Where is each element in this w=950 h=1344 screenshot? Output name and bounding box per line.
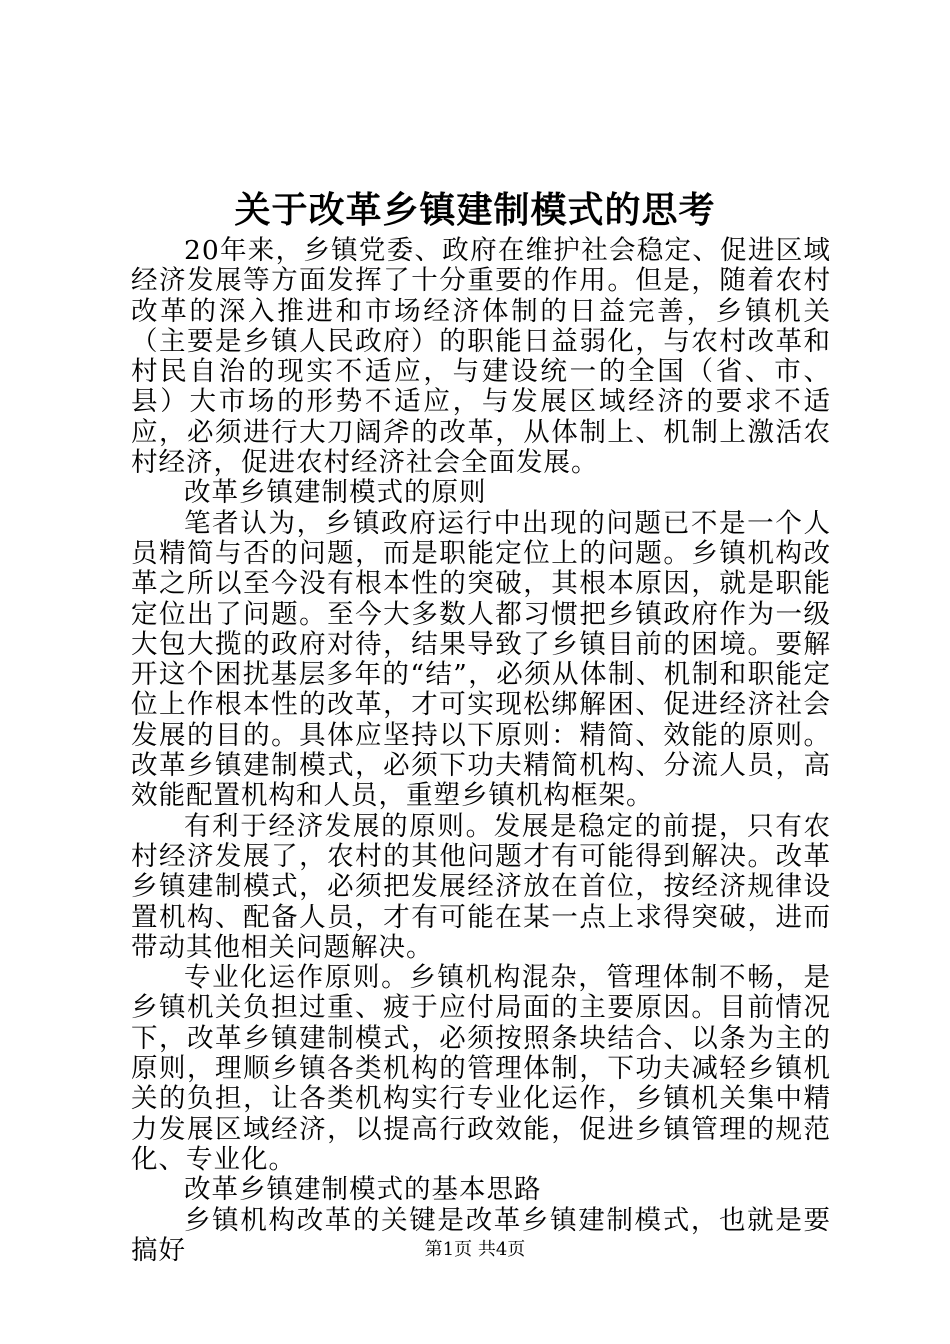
section-heading-principles: 改革乡镇建制模式的原则 [184,477,487,509]
paragraph-approach: 乡镇机构改革的关键是改革乡镇建制模式，也就是要搞好 [131,1204,831,1266]
paragraph-intro: 20年来，乡镇党委、政府在维护社会稳定、促进区域经济发展等方面发挥了十分重要的作用。但是，随着农村改革的深入推进和市场经济体制的日益完善，乡镇机关（主要是乡镇人民政府）的职能日益弱化，与农村改革和村民自治的现实不适应，与建设统一的全国（省、市、县）大市场的形势不适应，与发展区域经济的要求不适应，必须进行大刀阔斧的改革，从体制上、机制上激活农村经济，促进农村经济社会全面发展。 [131,235,831,479]
document-title: 关于改革乡镇建制模式的思考 [234,189,716,231]
section-heading-approach: 改革乡镇建制模式的基本思路 [184,1174,542,1206]
page-footer: 第1页 共4页 [424,1239,526,1260]
paragraph-principle-economy: 有利于经济发展的原则。发展是稳定的前提，只有农村经济发展了，农村的其他问题才有可能得到解决。改革乡镇建制模式，必须把发展经济放在首位，按经济规律设置机构、配备人员，才有可能在某一点上求得突破，进而带动其他相关问题解决。 [131,810,831,963]
document-body [131,236,831,1266]
paragraph-principle-specialization: 专业化运作原则。乡镇机构混杂，管理体制不畅，是乡镇机关负担过重、疲于应付局面的主要原因。目前情况下，改革乡镇建制模式，必须按照条块结合、以条为主的原则，理顺乡镇各类机构的管理体制，下功夫减轻乡镇机关的负担，让各类机构实行专业化运作，乡镇机关集中精力发展区域经济，以提高行政效能，促进乡镇管理的规范化、专业化。 [131,962,831,1175]
paragraph-principle-streamline: 笔者认为，乡镇政府运行中出现的问题已不是一个人员精简与否的问题，而是职能定位上的问题。乡镇机构改革之所以至今没有根本性的突破，其根本原因，就是职能定位出了问题。至今大多数人都习惯把乡镇政府作为一级大包大揽的政府对待，结果导致了乡镇目前的困境。要解开这个困扰基层多年的“结”，必须从体制、机制和职能定位上作根本性的改革，才可实现松绑解困、促进经济社会发展的目的。具体应坚持以下原则：精简、效能的原则。改革乡镇建制模式，必须下功夫精简机构、分流人员，高效能配置机构和人员，重塑乡镇机构框架。 [131,507,831,812]
